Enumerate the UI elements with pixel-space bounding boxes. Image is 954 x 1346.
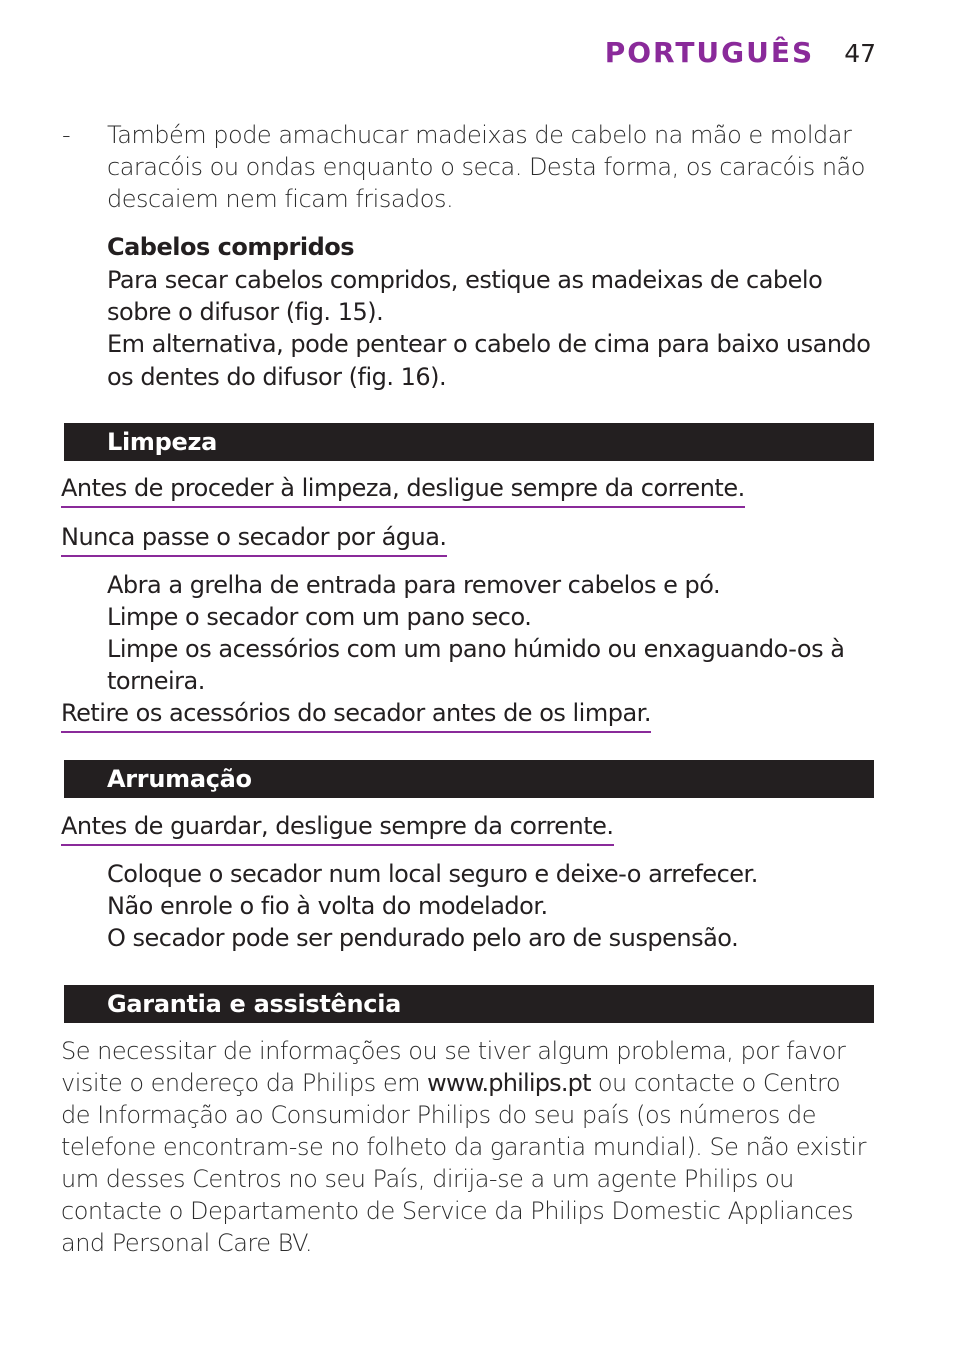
cleaning-step: Limpe os acessórios com um pano húmido ou enxaguando-os à [107,635,845,663]
storage-step: O secador pode ser pendurado pelo aro de suspensão. [107,924,739,952]
section-title-guarantee: Garantia e assistência [107,990,402,1018]
long-hair-line: os dentes do difusor (fig. 16). [107,363,447,391]
storage-warning: Antes de guardar, desligue sempre da corrente. [61,810,614,846]
cleaning-warning: Antes de proceder à limpeza, desligue sempre da corrente. [61,472,745,508]
cleaning-step: torneira. [107,667,205,695]
intro-line: descaiem nem ficam frisados. [107,185,454,213]
bullet-dash: - [62,121,71,149]
storage-step: Não enrole o fio à volta do modelador. [107,892,548,920]
section-bar-storage [64,760,874,798]
storage-step: Coloque o secador num local seguro e deixe-o arrefecer. [107,860,758,888]
long-hair-line: Para secar cabelos compridos, estique as madeixas de cabelo [107,266,823,294]
intro-line: caracóis ou ondas enquanto o seca. Desta forma, os caracóis não [107,153,865,181]
page-header [605,36,876,69]
long-hair-heading: Cabelos compridos [107,233,355,261]
guarantee-line [61,1067,840,1099]
guarantee-line: um desses Centros no seu País, dirija-se a um agente Philips ou [61,1165,794,1193]
guarantee-line: and Personal Care BV. [61,1229,313,1257]
cleaning-warning: Retire os acessórios do secador antes de os limpar. [61,697,651,733]
guarantee-line: contacte o Departamento de Service da Philips Domestic Appliances [61,1197,854,1225]
section-bar-cleaning [64,423,874,461]
intro-line: Também pode amachucar madeixas de cabelo na mão e moldar [107,121,852,149]
cleaning-step: Abra a grelha de entrada para remover cabelos e pó. [107,571,721,599]
guarantee-text: visite o endereço da Philips em [61,1069,428,1097]
guarantee-line: telefone encontram-se no folheto da garantia mundial). Se não existir [61,1133,866,1161]
section-bar-guarantee [64,985,874,1023]
long-hair-line: sobre o difusor (fig. 15). [107,298,384,326]
section-title-cleaning: Limpeza [107,428,218,456]
cleaning-step: Limpe o secador com um pano seco. [107,603,532,631]
language-title: PORTUGUÊS [604,36,815,69]
guarantee-line: de Informação ao Consumidor Philips do seu país (os números de [61,1101,816,1129]
guarantee-line: Se necessitar de informações ou se tiver algum problema, por favor [61,1037,846,1065]
page-number: 47 [844,39,876,68]
guarantee-text: ou contacte o Centro [590,1069,841,1097]
section-title-storage: Arrumação [107,765,252,793]
philips-website-link[interactable]: www.philips.pt [427,1069,591,1097]
long-hair-line: Em alternativa, pode pentear o cabelo de cima para baixo usando [107,330,871,358]
cleaning-warning: Nunca passe o secador por água. [61,521,447,557]
